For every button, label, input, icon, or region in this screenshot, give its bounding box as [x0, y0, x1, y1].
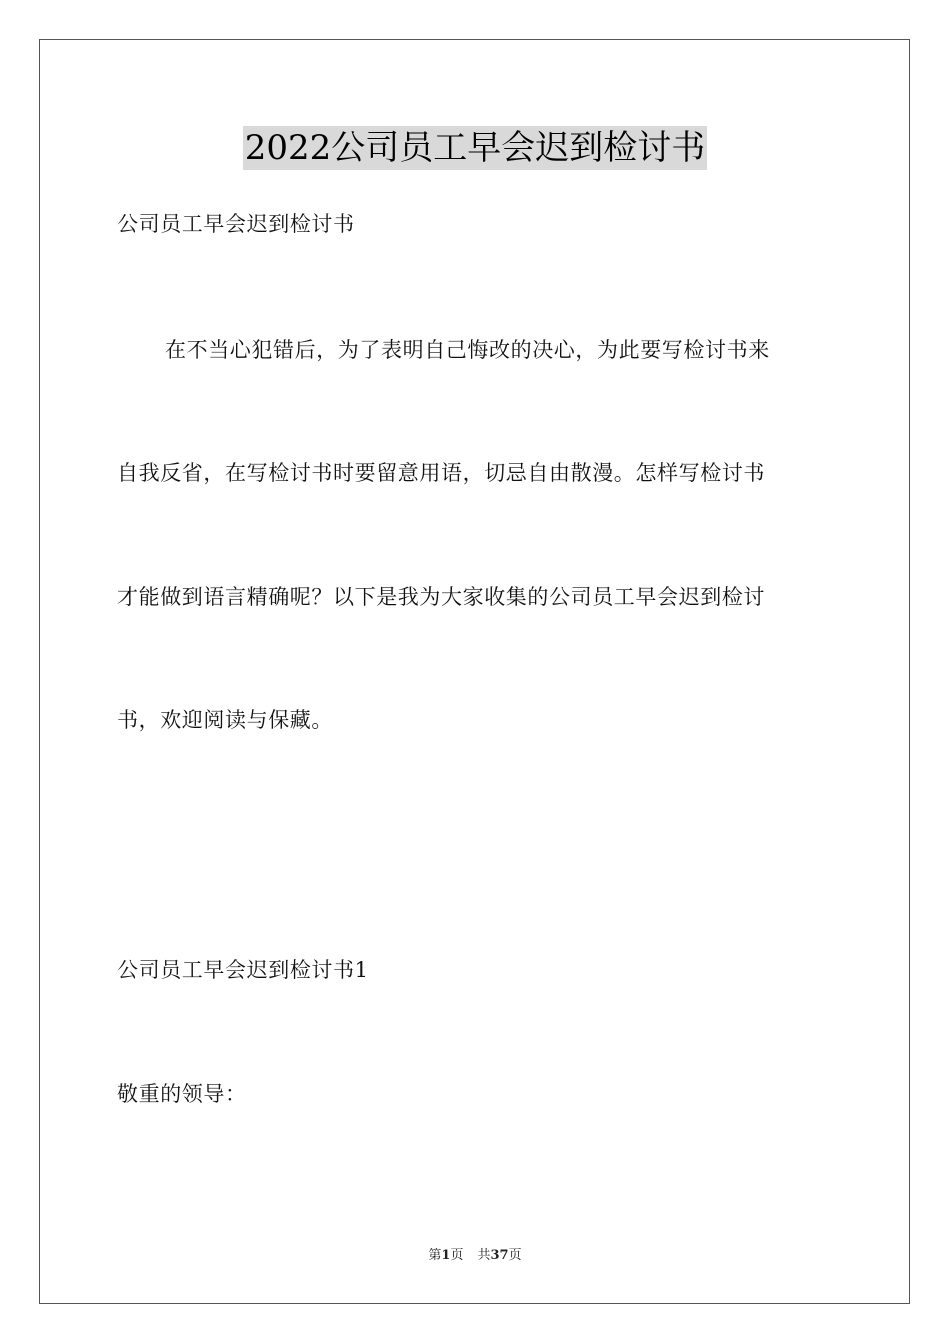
salutation: 敬重的领导： [117, 1082, 247, 1106]
page-footer [0, 1247, 950, 1265]
intro-line-3: 才能做到语言精确呢？以下是我为大家收集的公司员工早会迟到检讨 [117, 585, 765, 609]
document-subtitle: 公司员工早会迟到检讨书 [117, 212, 355, 236]
document-title-container [0, 126, 950, 170]
intro-line-4: 书，欢迎阅读与保藏。 [117, 708, 333, 732]
intro-line-2: 自我反省，在写检讨书时要留意用语，切忌自由散漫。怎样写检讨书 [117, 461, 765, 485]
intro-line-1: 在不当心犯错后，为了表明自己悔改的决心，为此要写检讨书来 [165, 338, 770, 362]
section-heading: 公司员工早会迟到检讨书1 [117, 958, 369, 982]
page-suffix: 页 [450, 1248, 464, 1263]
page-number: 1 [441, 1248, 451, 1263]
document-title: 2022公司员工早会迟到检讨书 [244, 128, 706, 168]
total-suffix: 页 [508, 1248, 522, 1263]
page-prefix: 第 [428, 1248, 442, 1263]
total-pages: 37 [490, 1248, 509, 1263]
total-prefix: 共 [477, 1248, 491, 1263]
